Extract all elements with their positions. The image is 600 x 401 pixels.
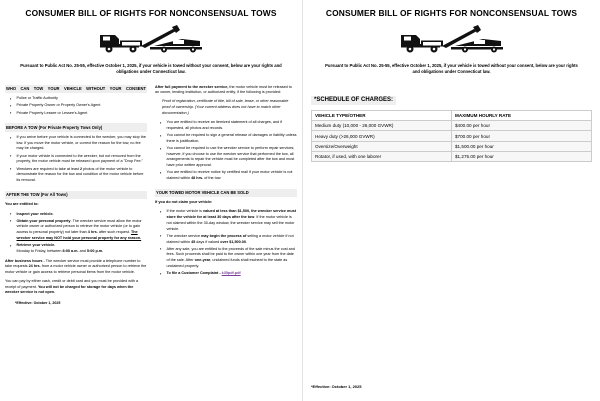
cell-rate: $1,500.00 per hour: [452, 141, 592, 151]
cell-rate: $700.00 per hour: [452, 131, 592, 141]
after-tow-lead: You are entitled to:: [5, 202, 39, 207]
section-heading-before-a-tow: BEFORE A TOW (For Private Property Tows Only): [5, 123, 147, 132]
column-two: [155, 85, 297, 307]
page-title-right: CONSUMER BILL OF RIGHTS FOR NONCONSENSUAL TOWS: [325, 8, 578, 18]
left-footnote: *Effective: October 1, 2025: [15, 301, 61, 306]
table-header-row: [312, 110, 592, 120]
who-can-tow-list: [5, 96, 147, 116]
section-heading-who-can-tow: WHO CAN TOW YOUR VEHICLE WITHOUT YOUR CONSENT: [5, 85, 147, 94]
cell-vehicle-type: Rotator, if used, with one laborer: [312, 152, 452, 162]
list-item: ▪ The wrecker service may begin the process of selling a motor vehicle if not claimed within 45 days if valued over $1,500.00.: [162, 234, 297, 245]
list-item: ▪ After any sale, you are entitled to the proceeds of the sale minus the cost and fees. Such proceeds shall be paid to the owner within one year from the date of the sale. After one-year, unclaimed funds shall escheat to the state as unclaimed property.: [162, 247, 297, 270]
table-row: [312, 152, 592, 162]
list-item: ▪ If you arrive before your vehicle is connected to the wrecker, you may stop the tow. If you move the motor vehicle, or correct the reason for the tow, no fee may be charged.: [12, 135, 147, 152]
tow-truck-icon: [5, 24, 297, 59]
right-footnote: *Effective: October 1, 2025: [311, 384, 362, 389]
after-tow-list: [5, 212, 147, 255]
sold-list: [155, 209, 297, 276]
cell-vehicle-type: Oversize/Overweight: [312, 141, 452, 151]
schedule-of-charges-heading: *SCHEDULE OF CHARGES:: [311, 96, 396, 105]
payment-release-paragraph: After full payment to the wrecker service, the motor vehicle must be released to an owner, lending institution, or authorized entity, if the following is provided:: [155, 84, 292, 95]
column-header-vehicle-type: VEHICLE TYPE/OTHER: [312, 110, 452, 120]
complaint-label: To file a Customer Complaint -: [166, 271, 222, 276]
list-item: ▪ Retrieve your vehicle. Monday to Friday, between 8:00 a.m. and 5:00 p.m.: [12, 243, 147, 254]
intro-paragraph: Pursuant to Public Act No. 25-55, effective October 1, 2025, if your vehicle is towed without your consent, below are your rights and obligations under Connecticut law.: [20, 63, 282, 75]
list-item: ▪ If the motor vehicle is valued at less than $1,500, the wrecker service must store the vehicle for at least 30 days after the tow. If the motor vehicle is not claimed within the 30-day window, the wrecker service may sell the motor vehicle.: [162, 209, 297, 232]
before-a-tow-list: [5, 135, 147, 184]
after-hours-paragraph: After business hours - The wrecker service must provide a telephone number to take requests 24 hrs. from a motor vehicle owner or authorized person to retrieve the motor vehicle or gain access to retrieve personal items from the motor vehicle.: [5, 258, 147, 274]
list-item: ▪ Wreckers are required to take at least 2 photos of the motor vehicle to demonstrate the reason for the tow and condition of the motor vehicle before its removal.: [12, 167, 147, 184]
right-panel: [302, 0, 600, 401]
list-item: ▪ Private Property Lessee or Lessee's Agent: [12, 111, 147, 117]
cell-vehicle-type: Heavy duty (>26,000 GVWR): [312, 131, 452, 141]
list-item: ▪ Police or Traffic Authority: [12, 96, 147, 102]
left-panel-columns: [5, 85, 297, 307]
list-item: ▪ You are entitled to receive notice by certified mail if your motor vehicle is not claimed within 48 hrs. of the tow.: [162, 170, 297, 181]
customer-complaint-link[interactable]: k35pdf.pdf: [221, 271, 241, 276]
table-row: [312, 120, 592, 130]
payment-paragraph: You can pay by either cash, credit or debit card and you must be provided with a receipt of payment. You will not be charged for storage for days when the wrecker service is not open.: [5, 279, 139, 295]
column-one: [5, 85, 147, 307]
tow-truck-icon-right: [311, 24, 592, 59]
page-title: CONSUMER BILL OF RIGHTS FOR NONCONSENSUAL TOWS: [25, 8, 277, 18]
entitlements-list: [155, 120, 297, 182]
schedule-of-charges-table: [311, 110, 592, 163]
list-item: ▪ If your motor vehicle is connected to the wrecker, but not removed from the property, the motor vehicle must be released upon payment of a "Drop Fee.": [12, 154, 147, 165]
list-item: ▪ Obtain your personal property. The wrecker service must allow the motor vehicle owner or authorized person to retrieve the motor vehicle (or to gain access to personal property) not later than 4 hrs. after such request. The wrecker service may NOT hold your personal property for any reason.: [12, 219, 147, 242]
cell-vehicle-type: Medium duty (10,000 - 26,000 GVWR): [312, 120, 452, 130]
column-header-max-hourly-rate: MAXIMUM HOURLY RATE: [452, 110, 592, 120]
intro-paragraph-right: Pursuant to Public Act No. 25-55, effective October 1, 2025, if your vehicle is towed without your consent, below are your rights and obligations under Connecticut law.: [325, 63, 578, 75]
table-row: [312, 131, 592, 141]
table-row: [312, 141, 592, 151]
section-heading-vehicle-can-be-sold: YOUR TOWED MOTOR VEHICLE CAN BE SOLD: [155, 189, 297, 198]
cell-rate: $400.00 per hour: [452, 120, 592, 130]
list-item: ▪ Private Property Owner or Property Owner's Agent: [12, 103, 147, 109]
list-item-customer-complaint[interactable]: [162, 271, 297, 277]
list-item: ▪ You cannot be required to use the wrecker service to perform repair services; however, if you choose to use the wrecker service that performed the tow, all arrangements to repair the vehicle must be completed after the tow and must have prior written approval.: [162, 146, 297, 169]
cell-rate: $1,275.00 per hour: [452, 152, 592, 162]
proof-of-ownership-paragraph: Proof of registration, certificate of title, bill of sale, lease, or other reasonable proof of ownership. (Your current address does not have to match other documentation.): [162, 99, 289, 115]
list-item: ▪ Inspect your vehicle.: [12, 212, 147, 218]
sold-lead: If you do not claim your vehicle:: [155, 200, 213, 205]
list-item: ▪ You are entitled to receive an itemized statement of all charges, and if requested, all photos and records.: [162, 120, 297, 131]
list-item: ▪ You cannot be required to sign a general release of damages or liability unless there is justification.: [162, 133, 297, 144]
section-heading-after-the-tow: AFTER THE TOW (For All Tows): [5, 191, 147, 200]
